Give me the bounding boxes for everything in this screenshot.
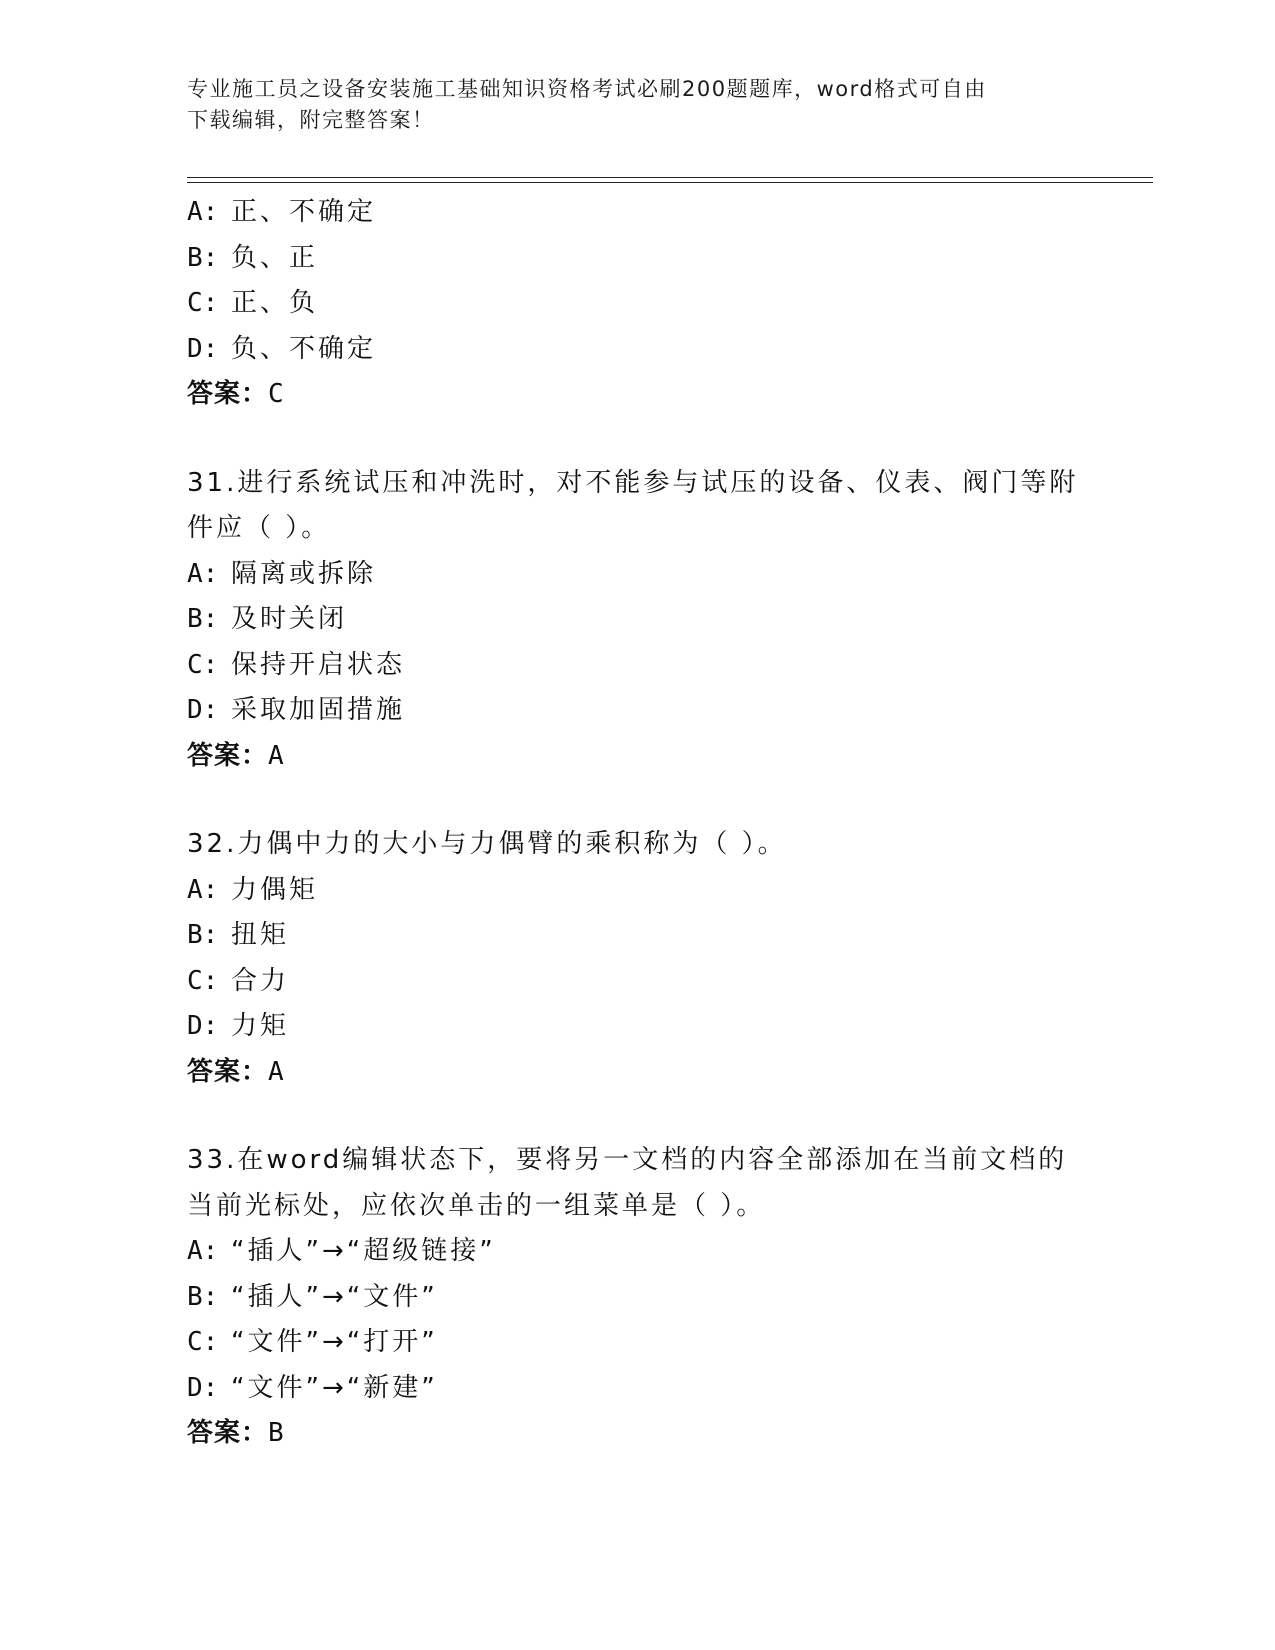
block-spacer — [187, 779, 1087, 822]
answer-option — [187, 190, 1087, 236]
answer-option — [187, 913, 1087, 959]
question-text: 当前光标处，应依次单击的一组菜单是（ ）。 — [187, 1190, 766, 1221]
question-block — [187, 461, 1087, 780]
answer-option — [187, 1004, 1087, 1050]
question-text: 33.在word编辑状态下，要将另一文档的内容全部添加在当前文档的 — [187, 1145, 1068, 1175]
answer-option — [187, 868, 1087, 914]
answer-value: A — [268, 740, 285, 771]
answer-option — [187, 1320, 1087, 1366]
option-text: 正、负 — [231, 288, 319, 318]
option-text: 负、不确定 — [231, 333, 377, 364]
option-text: 扭矩 — [231, 920, 290, 950]
option-text: 隔离或拆除 — [231, 558, 377, 589]
option-text: “文件”→“新建” — [231, 1372, 438, 1403]
answer-option — [187, 327, 1087, 373]
option-text: 正、不确定 — [231, 197, 377, 227]
option-letter: B: — [187, 242, 219, 273]
option-text: “插人”→“文件” — [231, 1281, 438, 1312]
question-text: 32.力偶中力的大小与力偶臂的乘积称为（ ）。 — [187, 829, 787, 859]
option-text: 力矩 — [231, 1011, 290, 1041]
answer-value: A — [268, 1056, 285, 1087]
answer-option — [187, 281, 1087, 327]
option-text: 力偶矩 — [231, 874, 319, 905]
option-text: 保持开启状态 — [231, 649, 406, 680]
answer-option — [187, 597, 1087, 643]
option-letter: B: — [187, 604, 219, 634]
question-list — [187, 190, 1087, 1457]
answer-option — [187, 552, 1087, 598]
block-spacer — [187, 1095, 1087, 1138]
answer-label: 答案： — [187, 740, 269, 771]
option-letter: A: — [187, 1236, 219, 1266]
option-letter: D: — [187, 1372, 219, 1403]
question-block — [187, 822, 1087, 1095]
option-letter: C: — [187, 649, 219, 680]
header-divider-top — [187, 177, 1153, 178]
option-letter: C: — [187, 1327, 219, 1357]
option-letter: D: — [187, 695, 219, 725]
answer-value: B — [268, 1418, 285, 1448]
header-line-1: 专业施工员之设备安装施工基础知识资格考试必刷200题题库，word格式可自由 — [187, 77, 987, 101]
answer-label: 答案： — [187, 379, 269, 409]
header-divider-bottom — [187, 182, 1153, 183]
answer-option — [187, 643, 1087, 689]
block-spacer — [187, 418, 1087, 461]
answer-option — [187, 688, 1087, 734]
answer-label: 答案： — [187, 1418, 269, 1448]
option-letter: A: — [187, 874, 219, 905]
answer-label: 答案： — [187, 1056, 269, 1087]
option-text: “文件”→“打开” — [231, 1327, 438, 1357]
answer-line — [187, 1411, 1087, 1457]
option-letter: A: — [187, 558, 219, 589]
answer-line — [187, 372, 1087, 418]
answer-option — [187, 236, 1087, 282]
question-text: 31.进行系统试压和冲洗时，对不能参与试压的设备、仪表、阀门等附 — [187, 467, 1079, 498]
option-text: 及时关闭 — [231, 604, 348, 634]
option-text: 采取加固措施 — [231, 695, 406, 725]
option-letter: C: — [187, 965, 219, 996]
answer-option — [187, 1229, 1087, 1275]
option-letter: B: — [187, 920, 219, 950]
question-text: 件应（ ）。 — [187, 513, 331, 543]
option-letter: B: — [187, 1281, 219, 1312]
answer-option — [187, 1275, 1087, 1321]
option-letter: A: — [187, 197, 219, 227]
answer-option — [187, 959, 1087, 1005]
option-text: 合力 — [231, 965, 290, 996]
answer-option — [187, 1366, 1087, 1412]
document-header — [187, 74, 1067, 136]
answer-line — [187, 734, 1087, 780]
option-letter: C: — [187, 288, 219, 318]
option-letter: D: — [187, 1011, 219, 1041]
option-letter: D: — [187, 333, 219, 364]
header-line-2: 下载编辑，附完整答案！ — [187, 108, 435, 132]
option-text: 负、正 — [231, 242, 319, 273]
question-block — [187, 1138, 1087, 1457]
option-text: “插人”→“超级链接” — [231, 1236, 496, 1266]
answer-value: C — [268, 379, 285, 409]
question-block — [187, 190, 1087, 418]
answer-line — [187, 1050, 1087, 1096]
